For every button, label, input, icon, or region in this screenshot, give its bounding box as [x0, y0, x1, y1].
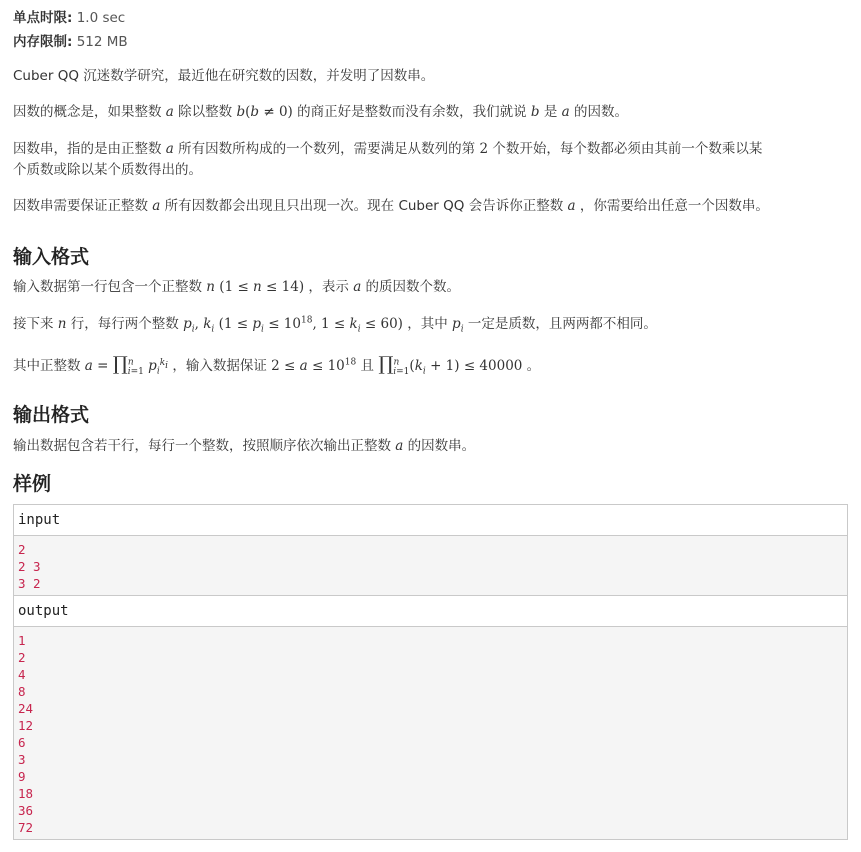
sample-output-box [13, 595, 848, 840]
sample-heading: 样例 [13, 473, 52, 495]
time-limit-label: 单点时限: [13, 10, 73, 26]
memory-limit-value: 512 MB [76, 34, 128, 50]
sample-input-box [13, 504, 848, 597]
sample-output-line: 18 [18, 786, 34, 801]
input-line-2: 接下来 n 行，每行两个整数 $p_i$, $k_i$ ($1 \le p_i \le 10^{18}$, $1 \le k_i \le 60$) ，其中 $p_i$ 一定是质数，且两两都不相同。 [13, 315, 657, 335]
statement-paragraph-4: 因数串需要保证正整数 a 所有因数都会出现且只出现一次。现在 Cuber QQ 会告诉你正整数 a ，你需要给出任意一个因数串。 [13, 198, 769, 214]
output-line-1: 输出数据包含若干行，每行一个整数，按照顺序依次输出正整数 a 的因数串。 [13, 438, 476, 454]
sample-output-content[interactable] [14, 627, 847, 839]
sample-output-line: 3 [18, 752, 26, 767]
sample-output-line: 24 [18, 701, 34, 716]
sample-input-content[interactable] [14, 536, 847, 596]
sample-input-line: 2 [18, 542, 26, 557]
sample-output-line: 36 [18, 803, 34, 818]
sample-output-line: 9 [18, 769, 26, 784]
sample-output-line: 2 [18, 650, 26, 665]
sample-output-line: 72 [18, 820, 34, 835]
memory-limit-label: 内存限制: [13, 34, 73, 50]
sample-input-line: 3 2 [18, 576, 41, 591]
sample-output-line: 4 [18, 667, 26, 682]
statement-paragraph-3: 因数串，指的是由正整数 a 所有因数所构成的一个数列，需要满足从数列的第 2 个数开始，每个数都必须由其前一个数乘以某 个质数或除以某个质数得出的。 [13, 141, 763, 178]
output-format-heading: 输出格式 [13, 404, 90, 426]
sample-output-line: 12 [18, 718, 34, 733]
statement-paragraph-2: 因数的概念是，如果整数 a 除以整数 b(b ≠ 0) 的商正好是整数而没有余数，我们就说 b 是 a 的因数。 [13, 104, 628, 120]
sample-input-label: input [14, 505, 847, 536]
sample-output-label: output [14, 595, 847, 627]
memory-limit [13, 30, 128, 54]
statement-paragraph-1: Cuber QQ 沉迷数学研究，最近他在研究数的因数，并发明了因数串。 [13, 68, 435, 84]
input-format-heading: 输入格式 [13, 246, 90, 268]
time-limit [13, 6, 125, 30]
input-line-3: 其中正整数 a = ∏$^n_{i=1}$ $p_i^{k_i}$ ，输入数据保证 $2 \le a \le 10^{18}$ 且 $\prod^n_{i=1}(k_i + 1) \le 40000$ 。 [13, 353, 541, 377]
sample-output-line: 8 [18, 684, 26, 699]
sample-output-line: 6 [18, 735, 26, 750]
input-line-1: 输入数据第一行包含一个正整数 n (1 ≤ n ≤ 14) ，表示 a 的质因数个数。 [13, 279, 461, 295]
time-limit-value: 1.0 sec [76, 10, 126, 26]
sample-input-line: 2 3 [18, 559, 41, 574]
sample-output-line: 1 [18, 633, 26, 648]
